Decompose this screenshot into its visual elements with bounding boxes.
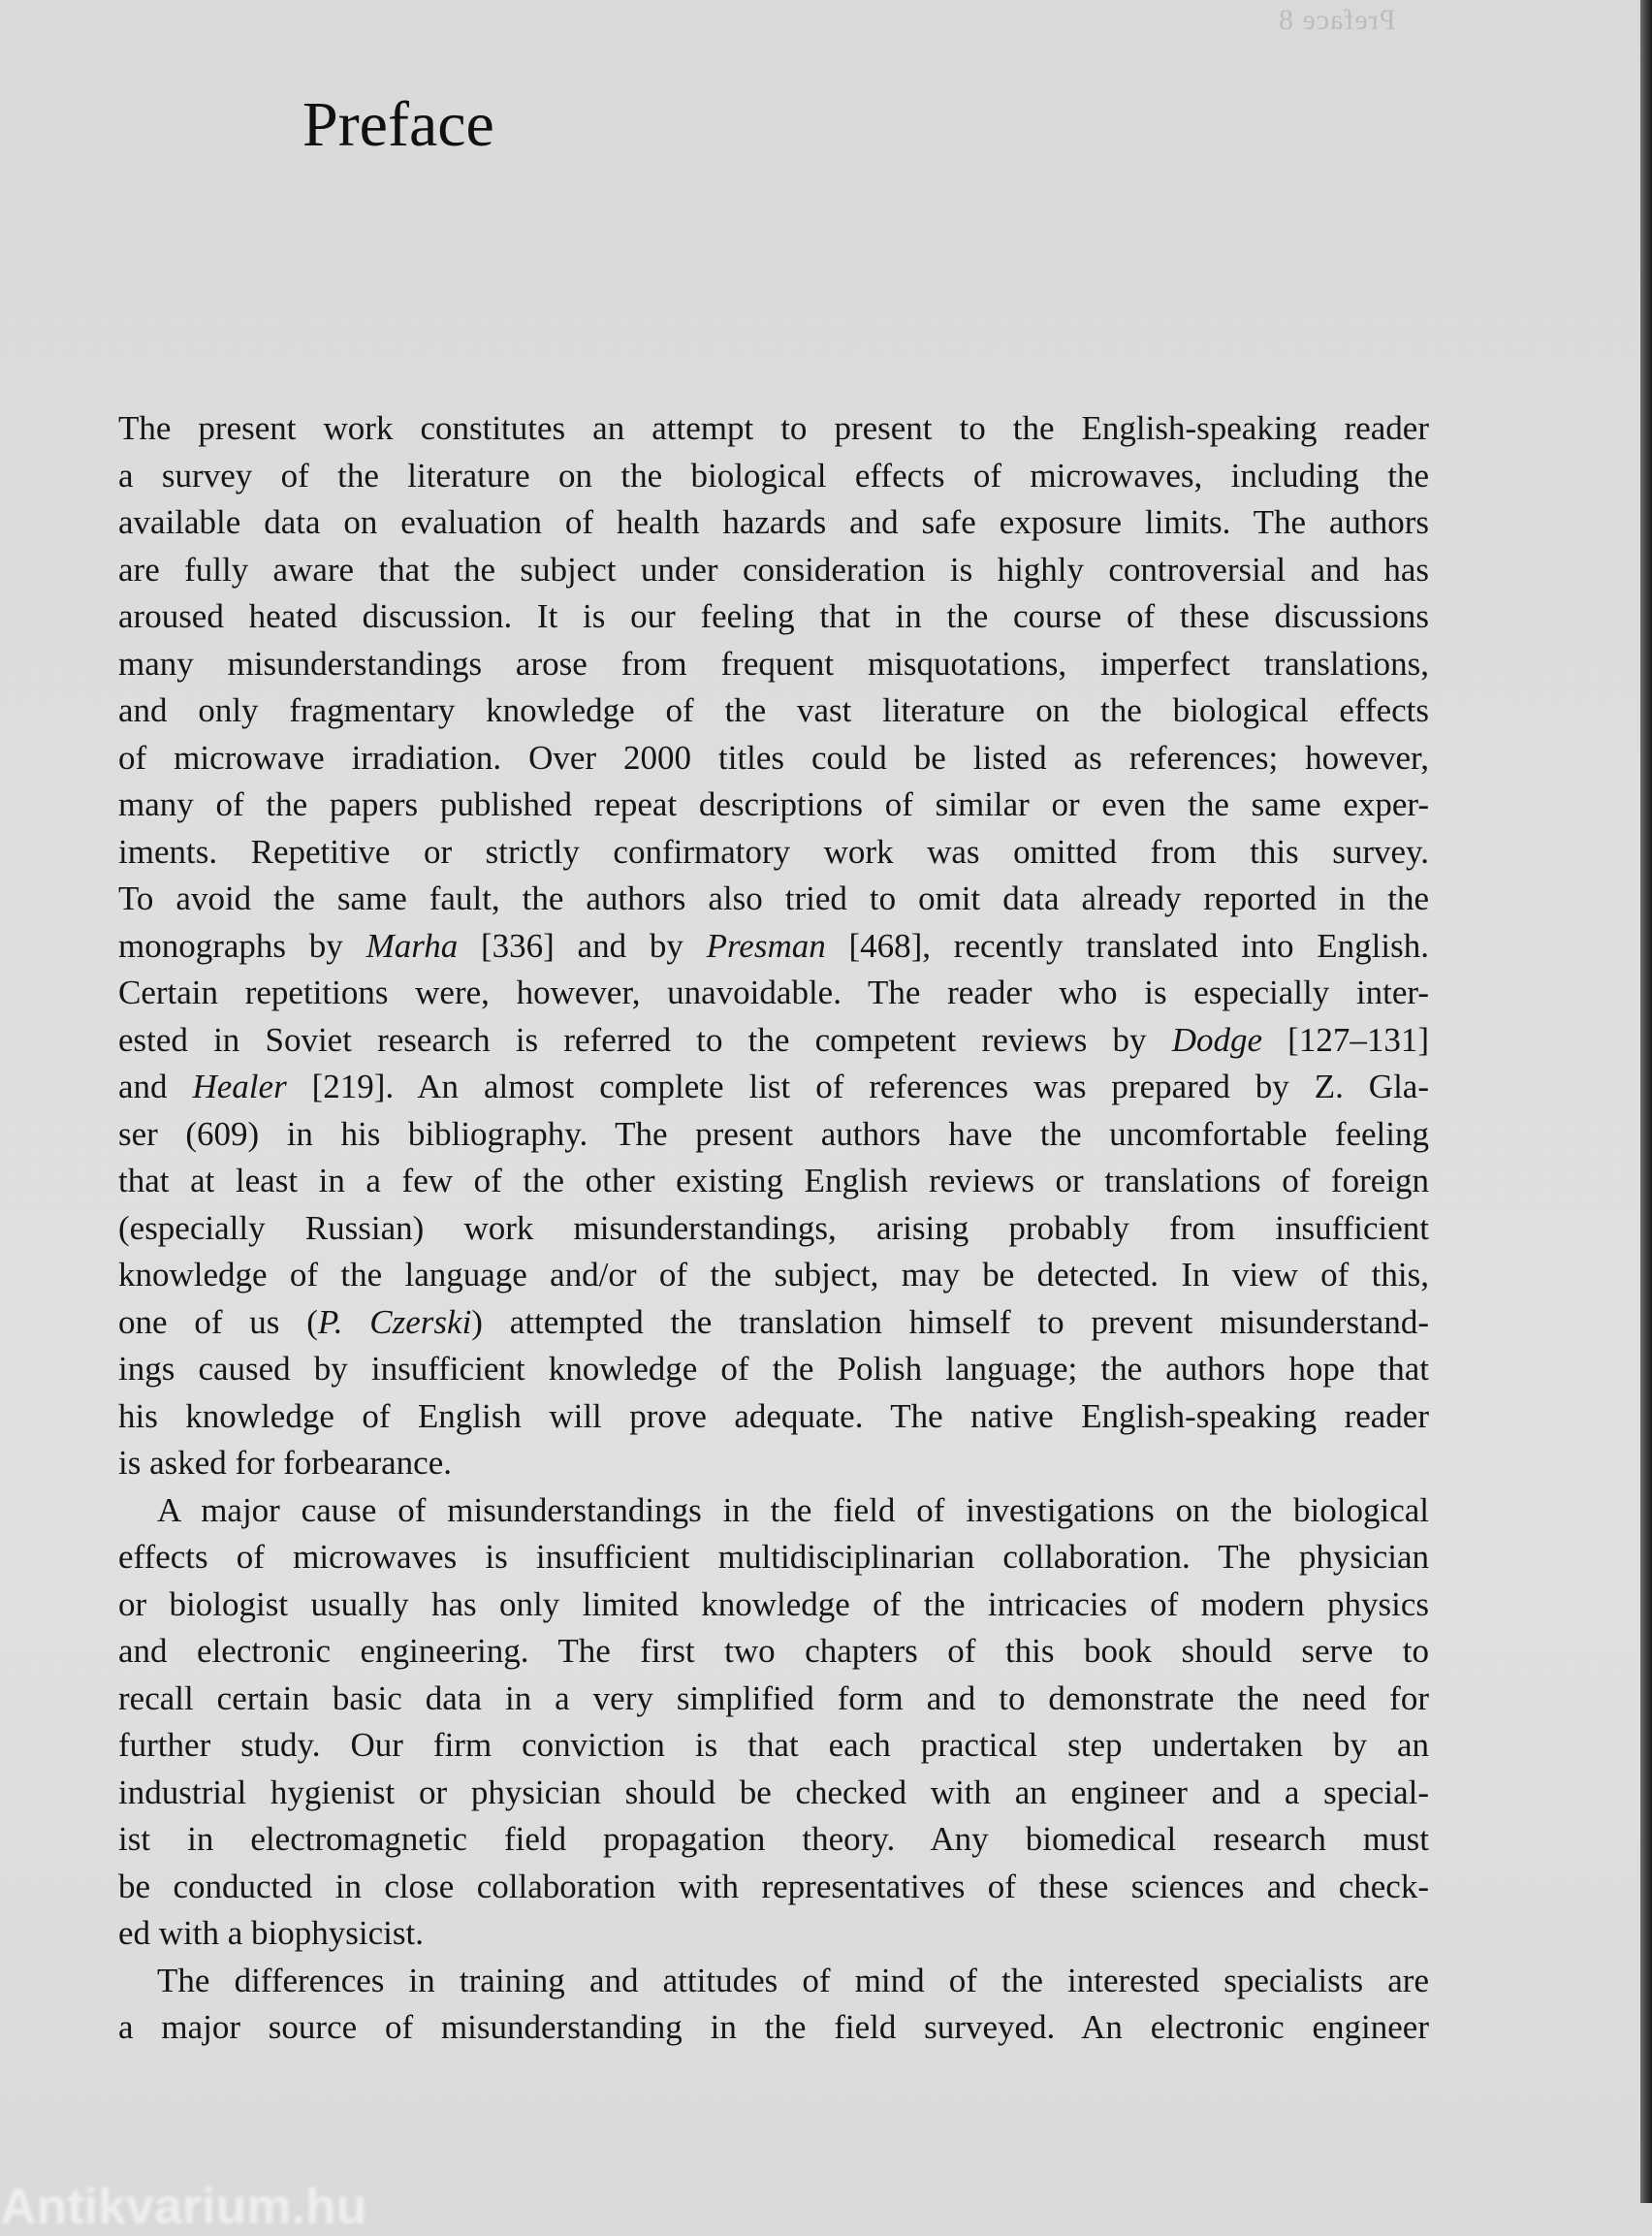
italic-author-name: Healer <box>192 1068 287 1105</box>
text-line <box>118 970 1429 1017</box>
text-segment: effects of microwaves is insufficient multidisciplinarian collaboration. The physician <box>118 1538 1429 1576</box>
text-segment: iments. Repetitive or strictly confirmatory work was omitted from this survey. <box>118 832 1429 871</box>
text-segment: ested in Soviet research is referred to the competent reviews by <box>118 1020 1172 1059</box>
page-number: 8 <box>1278 4 1293 36</box>
text-line <box>118 1017 1429 1065</box>
text-line <box>118 1064 1429 1111</box>
text-line <box>118 1722 1429 1770</box>
text-segment: ings caused by insufficient knowledge of the Polish language; the authors hope that <box>118 1350 1429 1388</box>
page-title: Preface <box>302 89 494 160</box>
text-segment: [468], recently translated into English. <box>825 926 1429 965</box>
italic-author-name: Presman <box>706 926 826 965</box>
text-line <box>118 1534 1429 1581</box>
text-segment: The differences in training and attitudes of mind of the interested specialists are <box>157 1961 1429 1999</box>
text-line <box>118 1864 1429 1911</box>
text-line <box>118 1299 1429 1347</box>
text-segment: and only fragmentary knowledge of the vast literature on the biological effects <box>118 691 1429 729</box>
italic-author-name: P. Czerski <box>317 1302 472 1341</box>
text-segment: [336] and by <box>458 926 707 965</box>
text-line <box>118 593 1429 641</box>
text-line <box>118 1770 1429 1817</box>
text-segment: one of us ( <box>118 1302 318 1341</box>
text-line <box>118 1346 1429 1393</box>
text-segment: that at least in a few of the other existing English reviews or translations of foreign <box>118 1162 1429 1199</box>
text-line <box>118 641 1429 688</box>
text-segment: or biologist usually has only limited knowledge of the intricacies of modern physics <box>118 1584 1429 1623</box>
text-line <box>118 1393 1429 1441</box>
text-segment: [127–131] <box>1262 1020 1429 1059</box>
text-segment: is asked for forbearance. <box>118 1444 452 1482</box>
text-line <box>118 405 1429 453</box>
text-segment: A major cause of misunderstandings in the field of investigations on the biological <box>157 1490 1429 1529</box>
text-segment: ) attempted the translation himself to prevent misunderstand- <box>471 1302 1429 1341</box>
text-segment: [219]. An almost complete list of references was prepared by Z. Gla- <box>286 1068 1429 1105</box>
text-line <box>118 687 1429 735</box>
text-segment: of microwave irradiation. Over 2000 titles could be listed as references; however, <box>118 738 1429 777</box>
text-line <box>118 1958 1429 2005</box>
text-segment: many of the papers published repeat descriptions of similar or even the same exper- <box>118 785 1429 823</box>
italic-author-name: Marha <box>365 926 459 965</box>
text-line <box>118 782 1429 829</box>
text-line <box>118 1111 1429 1159</box>
text-segment: ser (609) in his bibliography. The present authors have the uncomfortable feeling <box>118 1114 1429 1153</box>
text-segment: and electronic engineering. The first two chapters of this book should serve to <box>118 1632 1429 1670</box>
text-segment: are fully aware that the subject under consideration is highly controversial and has <box>118 550 1429 589</box>
text-segment: a major source of misunderstanding in the field surveyed. An electronic engineer <box>118 2008 1429 2046</box>
text-line <box>118 547 1429 594</box>
running-head-showthrough <box>1278 4 1395 37</box>
text-segment: be conducted in close collaboration with representatives of these sciences and check- <box>118 1867 1429 1905</box>
text-line <box>118 1581 1429 1629</box>
text-segment: To avoid the same fault, the authors also tried to omit data already reported in the <box>118 879 1429 917</box>
text-line <box>118 1487 1429 1535</box>
text-line <box>118 829 1429 877</box>
text-segment: further study. Our firm conviction is that each practical step undertaken by an <box>118 1726 1429 1764</box>
text-segment: aroused heated discussion. It is our feeling that in the course of these discussions <box>118 597 1429 635</box>
text-segment: available data on evaluation of health hazards and safe exposure limits. The authors <box>118 503 1429 541</box>
text-line <box>118 1252 1429 1299</box>
text-line <box>118 453 1429 500</box>
text-line <box>118 735 1429 783</box>
text-segment: (especially Russian) work misunderstandings, arising probably from insufficient <box>118 1208 1429 1247</box>
text-line <box>118 1628 1429 1676</box>
text-line <box>118 1205 1429 1253</box>
text-line <box>118 1910 1429 1958</box>
text-line <box>118 1158 1429 1205</box>
page-edge-shadow <box>1640 0 1652 2203</box>
text-line <box>118 2004 1429 2052</box>
text-line <box>118 1440 1429 1487</box>
text-segment: recall certain basic data in a very simplified form and to demonstrate the need for <box>118 1678 1429 1717</box>
text-line <box>118 1816 1429 1864</box>
preface-body-text <box>118 405 1429 2052</box>
text-segment: his knowledge of English will prove adequate. The native English-speaking reader <box>118 1396 1429 1435</box>
text-segment: ist in electromagnetic field propagation theory. Any biomedical research must <box>118 1820 1429 1858</box>
text-segment: ed with a biophysicist. <box>118 1914 424 1952</box>
text-line <box>118 1676 1429 1723</box>
text-line <box>118 876 1429 923</box>
running-head: Preface <box>1301 4 1396 36</box>
text-segment: industrial hygienist or physician should be checked with an engineer and a special- <box>118 1773 1429 1811</box>
text-segment: a survey of the literature on the biological effects of microwaves, including the <box>118 456 1429 495</box>
italic-author-name: Dodge <box>1171 1020 1263 1059</box>
text-segment: many misunderstandings arose from frequent misquotations, imperfect translations, <box>118 644 1429 683</box>
text-line <box>118 499 1429 547</box>
text-segment: The present work constitutes an attempt to present to the English-speaking reader <box>118 409 1429 447</box>
text-segment: monographs by <box>118 926 366 965</box>
watermark: Antikvarium.hu <box>0 2179 367 2235</box>
text-segment: Certain repetitions were, however, unavoidable. The reader who is especially inter- <box>118 974 1429 1011</box>
text-line <box>118 923 1429 971</box>
text-segment: knowledge of the language and/or of the subject, may be detected. In view of this, <box>118 1256 1429 1294</box>
text-segment: and <box>118 1068 193 1105</box>
